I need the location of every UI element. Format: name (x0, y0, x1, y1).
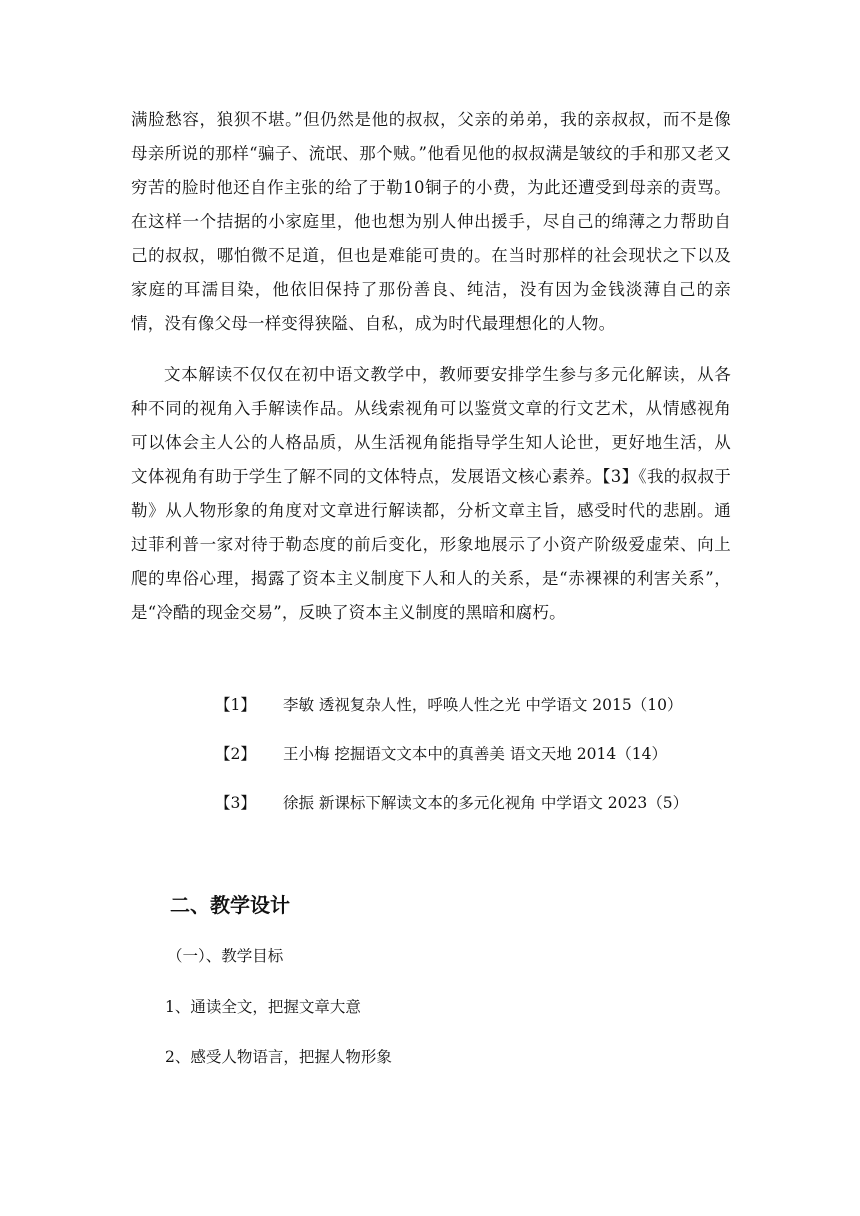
reference-number: 【3】 (215, 794, 256, 812)
section-heading: 二、教学设计 (170, 893, 290, 917)
reference-item-1 (215, 694, 682, 716)
reference-item-2 (215, 743, 667, 765)
reference-number: 【1】 (215, 696, 256, 714)
objective-item-2: 2、感受人物语言，把握人物形象 (165, 1048, 392, 1066)
reference-number: 【2】 (215, 745, 256, 763)
objective-item-1: 1、通读全文，把握文章大意 (165, 998, 361, 1016)
reference-text: 李敏 透视复杂人性，呼唤人性之光 中学语文 2015（10） (283, 696, 683, 714)
body-paragraph-2: 文本解读不仅仅在初中语文教学中，教师要安排学生参与多元化解读，从各种不同的视角入手解读作品。从线索视角可以鉴赏文章的行文艺术，从情感视角可以体会主人公的人格品质，从生活视角能指导学生知人论世，更好地生活，从文体视角有助于学生了解不同的文体特点，发展语文核心素养。【3】《我的叔叔于勒》从人物形象的角度对文章进行解读都，分析文章主旨，感受时代的悲剧。通过菲利普一家对待于勒态度的前后变化，形象地展示了小资产阶级爱虚荣、向上爬的卑俗心理，揭露了资本主义制度下人和人的关系，是“赤裸裸的利害关系”，是“冷酷的现金交易”，反映了资本主义制度的黑暗和腐朽。 (131, 365, 731, 622)
subsection-heading: （一）、教学目标 (167, 947, 284, 965)
reference-text: 徐振 新课标下解读文本的多元化视角 中学语文 2023（5） (283, 794, 689, 812)
reference-text: 王小梅 挖掘语文文本中的真善美 语文天地 2014（14） (283, 745, 667, 763)
body-paragraph-1: 满脸愁容，狼狈不堪。”但仍然是他的叔叔，父亲的弟弟，我的亲叔叔，而不是像母亲所说的那样“骗子、流氓、那个贼。”他看见他的叔叔满是皱纹的手和那又老又穷苦的脸时他还自作主张的给了于勒10铜子的小费，为此还遭受到母亲的责骂。在这样一个拮据的小家庭里，他也想为别人伸出援手，尽自己的绵薄之力帮助自己的叔叔，哪怕微不足道，但也是难能可贵的。在当时那样的社会现状之下以及家庭的耳濡目染，他依旧保持了那份善良、纯洁，没有因为金钱淡薄自己的亲情，没有像父母一样变得狭隘、自私，成为时代最理想化的人物。 (131, 110, 731, 333)
reference-item-3 (215, 792, 688, 814)
